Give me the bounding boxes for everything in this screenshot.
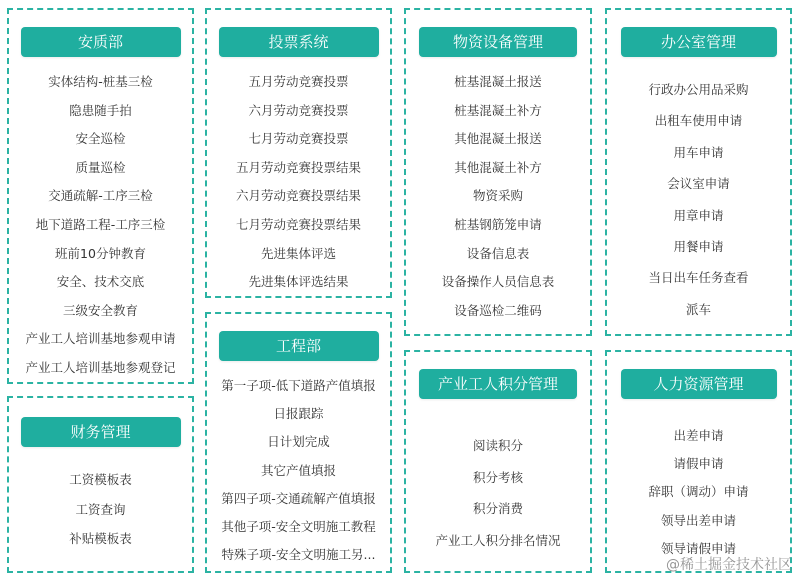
menu-item[interactable]: 出差申请 xyxy=(673,428,724,443)
menu-item[interactable]: 补贴模板表 xyxy=(69,531,132,546)
menu-item[interactable]: 七月劳动竞赛投票 xyxy=(248,131,349,147)
menu-item[interactable]: 交通疏解-工序三检 xyxy=(48,188,153,204)
menu-item[interactable]: 设备操作人员信息表 xyxy=(441,274,555,290)
menu-item[interactable]: 桩基混凝土报送 xyxy=(454,74,542,89)
menu-item[interactable]: 其它产值填报 xyxy=(260,462,336,478)
menu-item[interactable]: 六月劳动竞赛投票结果 xyxy=(235,188,361,204)
menu-item[interactable]: 桩基混凝土补方 xyxy=(454,102,542,118)
menu-item[interactable]: 三级安全教育 xyxy=(62,302,138,318)
panel-gongcheng-title[interactable]: 工程部 xyxy=(219,331,379,361)
panel-toupiao-list xyxy=(207,68,390,297)
menu-item[interactable]: 领导出差申请 xyxy=(660,512,736,528)
panel-caiwu-list xyxy=(9,465,192,554)
panel-toupiao xyxy=(205,8,392,298)
menu-item[interactable]: 五月劳动竞赛投票结果 xyxy=(235,159,361,175)
menu-item[interactable]: 行政办公用品采购 xyxy=(648,82,749,97)
menu-item[interactable]: 产业工人培训基地参观登记 xyxy=(25,359,176,375)
panel-wuzi xyxy=(404,8,592,336)
panel-caiwu xyxy=(7,396,194,573)
menu-item[interactable]: 派车 xyxy=(685,301,711,317)
menu-item[interactable]: 隐患随手拍 xyxy=(69,102,132,118)
panel-bangong xyxy=(605,8,792,336)
menu-item[interactable]: 设备信息表 xyxy=(466,245,530,261)
menu-item[interactable]: 其他子项-安全文明施工教程 xyxy=(221,518,376,534)
menu-item[interactable]: 特殊子项-安全文明施工另... xyxy=(221,547,376,563)
menu-item[interactable]: 设备巡检二维码 xyxy=(454,302,542,318)
menu-item[interactable]: 阅读积分 xyxy=(472,438,523,453)
panel-anzhi-list xyxy=(9,68,192,383)
menu-item[interactable]: 日报跟踪 xyxy=(273,406,324,422)
panel-renli xyxy=(605,350,792,573)
panel-caiwu-title[interactable]: 财务管理 xyxy=(21,417,181,447)
menu-item[interactable]: 领导请假申请 xyxy=(660,540,736,556)
menu-item[interactable]: 安全巡检 xyxy=(75,131,126,147)
panel-gongcheng-list xyxy=(207,372,390,569)
panel-toupiao-title[interactable]: 投票系统 xyxy=(219,27,379,57)
panel-jifen-list xyxy=(406,430,590,556)
menu-item[interactable]: 物资采购 xyxy=(472,188,523,204)
panel-wuzi-list xyxy=(406,68,590,325)
menu-item[interactable]: 工资查询 xyxy=(75,501,126,517)
menu-item[interactable]: 请假申请 xyxy=(673,456,724,472)
menu-item[interactable]: 安全、技术交底 xyxy=(56,274,145,290)
panel-bangong-title[interactable]: 办公室管理 xyxy=(621,27,777,57)
menu-item[interactable]: 产业工人培训基地参观申请 xyxy=(25,331,176,347)
menu-item[interactable]: 当日出车任务查看 xyxy=(648,270,749,286)
menu-item[interactable]: 产业工人积分排名情况 xyxy=(435,532,561,548)
menu-item[interactable]: 用车申请 xyxy=(673,144,724,160)
menu-item[interactable]: 出租车使用申请 xyxy=(654,113,743,129)
menu-item[interactable]: 五月劳动竞赛投票 xyxy=(248,74,349,89)
menu-item[interactable]: 用餐申请 xyxy=(673,238,724,254)
menu-item[interactable]: 其他混凝土报送 xyxy=(454,131,542,147)
menu-item[interactable]: 工资模板表 xyxy=(69,472,132,487)
panel-wuzi-title[interactable]: 物资设备管理 xyxy=(419,27,577,57)
menu-item[interactable]: 地下道路工程-工序三检 xyxy=(35,216,166,232)
menu-item[interactable]: 日计划完成 xyxy=(267,434,330,450)
menu-item[interactable]: 其他混凝土补方 xyxy=(454,159,542,175)
menu-item[interactable]: 会议室申请 xyxy=(667,176,730,192)
watermark: @稀土掘金技术社区 xyxy=(666,557,792,573)
panel-gongcheng xyxy=(205,312,392,573)
menu-item[interactable]: 桩基钢筋笼申请 xyxy=(454,216,542,232)
menu-item[interactable]: 七月劳动竞赛投票结果 xyxy=(235,216,361,232)
menu-item[interactable]: 先进集体评选 xyxy=(260,245,336,261)
menu-item[interactable]: 第四子项-交通疏解产值填报 xyxy=(221,490,376,506)
panel-jifen-title[interactable]: 产业工人积分管理 xyxy=(419,369,577,399)
panel-bangong-list xyxy=(607,74,790,325)
menu-item[interactable]: 质量巡检 xyxy=(75,159,126,175)
menu-item[interactable]: 辞职（调动）申请 xyxy=(648,484,749,500)
menu-item[interactable]: 六月劳动竞赛投票 xyxy=(248,102,349,118)
menu-item[interactable]: 用章申请 xyxy=(673,207,724,223)
menu-item[interactable]: 班前10分钟教育 xyxy=(55,245,146,261)
menu-item[interactable]: 积分考核 xyxy=(472,469,523,485)
panel-renli-title[interactable]: 人力资源管理 xyxy=(621,369,777,399)
menu-item[interactable]: 实体结构-桩基三检 xyxy=(48,74,153,89)
menu-item[interactable]: 先进集体评选结果 xyxy=(248,274,349,290)
panel-renli-list xyxy=(607,422,790,563)
menu-item[interactable]: 第一子项-低下道路产值填报 xyxy=(221,378,376,393)
panel-anzhi xyxy=(7,8,194,384)
panel-jifen xyxy=(404,350,592,573)
menu-item[interactable]: 积分消费 xyxy=(472,501,523,516)
panel-anzhi-title[interactable]: 安质部 xyxy=(21,27,181,57)
